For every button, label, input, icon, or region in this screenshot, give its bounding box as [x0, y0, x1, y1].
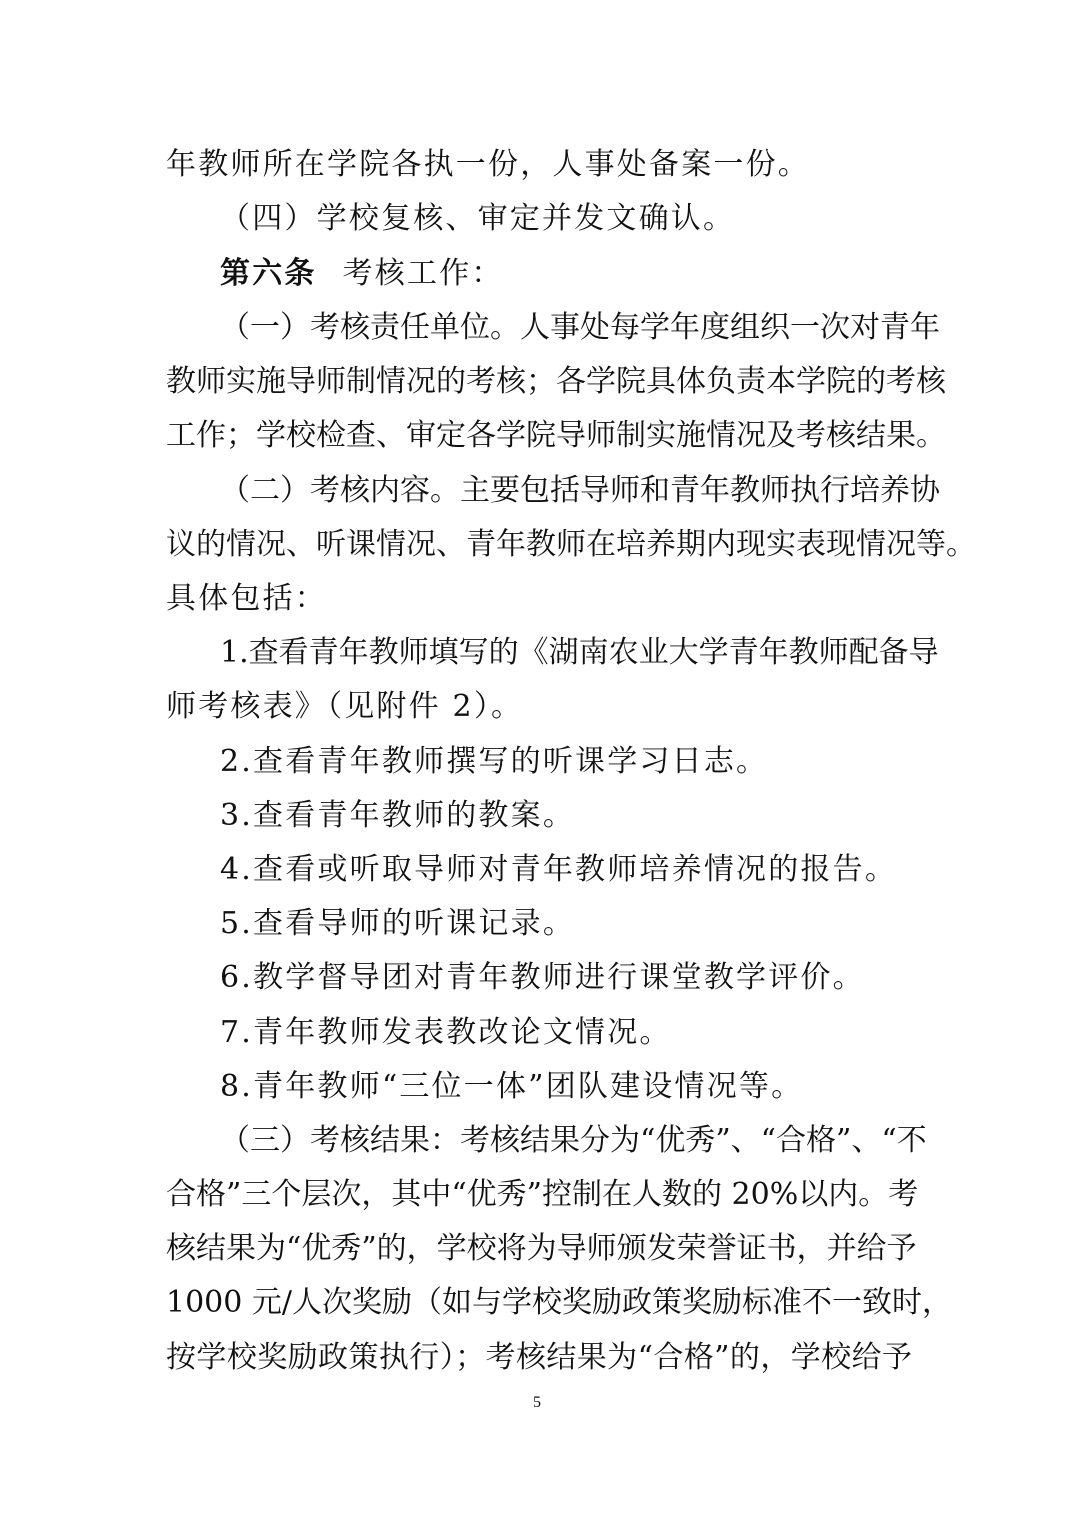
text-line: （四）学校复核、审定并发文确认。: [220, 201, 736, 236]
text-line: （一）考核责任单位。人事处每学年度组织一次对青年: [220, 310, 940, 345]
list-item: 2.查看青年教师撰写的听课学习日志。: [220, 744, 769, 779]
text-line: （二）考核内容。主要包括导师和青年教师执行培养协: [220, 473, 940, 508]
list-item: 5.查看导师的听课记录。: [220, 906, 576, 941]
list-item: 6.教学督导团对青年教师进行课堂教学评价。: [220, 960, 865, 995]
text-line: 工作；学校检查、审定各学院导师制实施情况及考核结果。: [166, 418, 946, 453]
text-line: 师考核表》（见附件 2）。: [166, 689, 524, 724]
text-line: 1000 元/人次奖励（如与学校奖励政策奖励标准不一致时，: [166, 1285, 952, 1320]
text-line: 议的情况、听课情况、青年教师在培养期内现实表现情况等。: [166, 527, 976, 562]
article-heading: 第六条: [220, 256, 317, 291]
text-line: 具体包括：: [166, 581, 327, 616]
list-item: 8.青年教师“三位一体”团队建设情况等。: [220, 1069, 804, 1104]
article-heading-line: [220, 256, 504, 292]
text-line: 核结果为“优秀”的，学校将为导师颁发荣誉证书，并给予: [166, 1231, 917, 1266]
article-heading-rest: 考核工作：: [342, 256, 504, 291]
list-item: 4.查看或听取导师对青年教师培养情况的报告。: [220, 852, 898, 887]
text-line: 1.查看青年教师填写的《湖南农业大学青年教师配备导: [220, 635, 939, 670]
text-line: 年教师所在学院各执一份，人事处备案一份。: [166, 147, 810, 182]
text-line: 按学校奖励政策执行）；考核结果为“合格”的，学校给予: [166, 1340, 912, 1375]
list-item: 7.青年教师发表教改论文情况。: [220, 1015, 672, 1050]
text-line: （三）考核结果：考核结果分为“优秀”、“合格”、“不: [220, 1123, 927, 1158]
list-item: 3.查看青年教师的教案。: [220, 798, 576, 833]
text-line: 教师实施导师制情况的考核；各学院具体负责本学院的考核: [166, 364, 946, 399]
page-number: 5: [533, 1394, 541, 1411]
text-line: 合格”三个层次，其中“优秀”控制在人数的 20%以内。考: [166, 1177, 919, 1212]
